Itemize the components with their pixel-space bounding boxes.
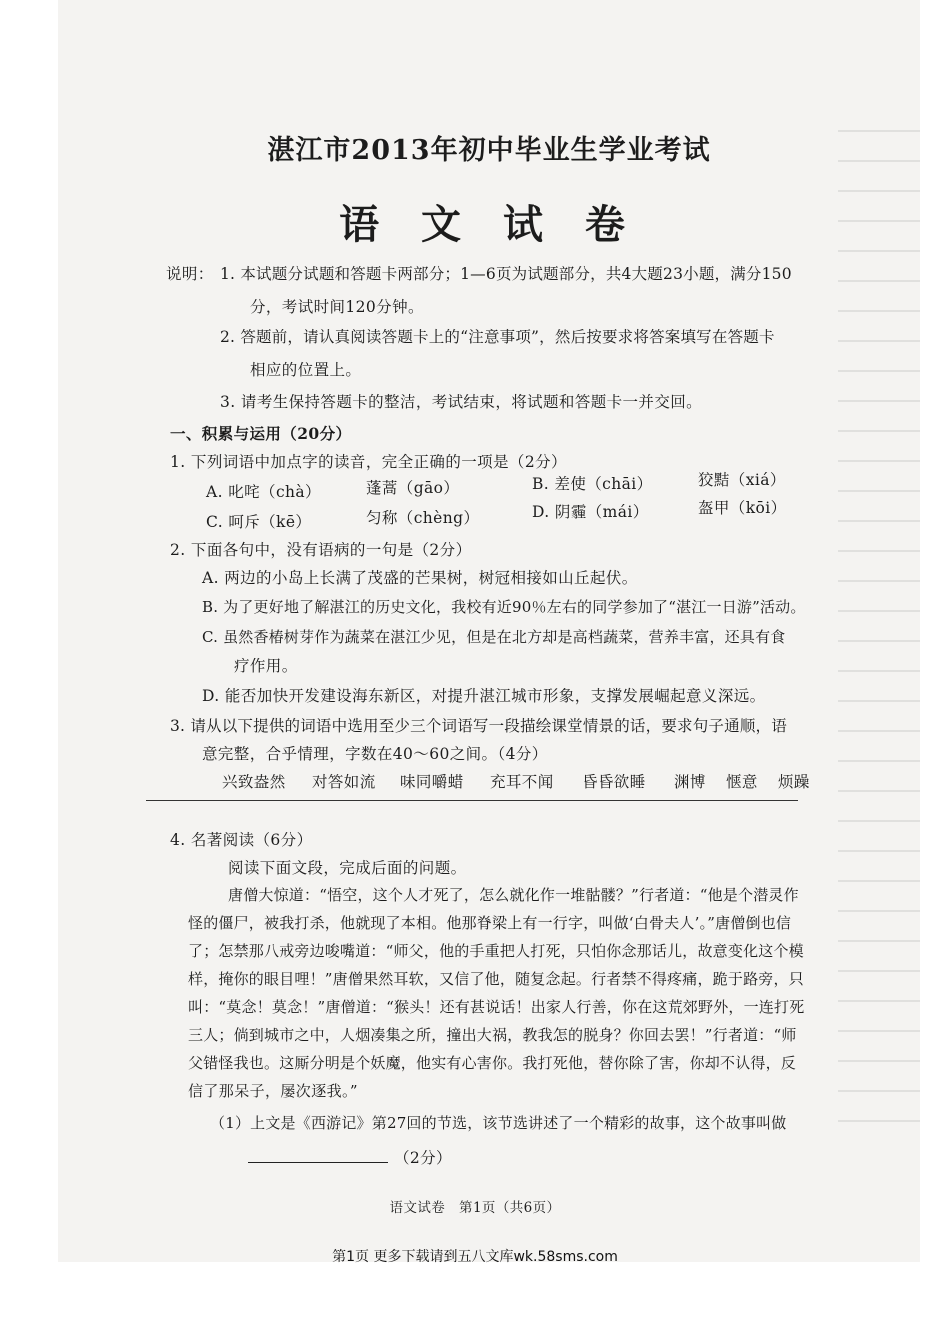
- q4-intro: 阅读下面文段，完成后面的问题。: [228, 859, 467, 877]
- q2-option-b: B. 为了更好地了解湛江的历史文化，我校有近90％左右的同学参加了“湛江一日游”活动。: [202, 598, 806, 616]
- q4-passage-line-8: 信了那呆子，屡次逐我。”: [188, 1082, 358, 1100]
- q1-option-a-2: 蓬蒿（gāo）: [366, 479, 460, 497]
- q2-stem: 2. 下面各句中，没有语病的一句是（2分）: [170, 541, 472, 559]
- q3-word-5: 昏昏欲睡: [582, 773, 646, 791]
- q3-word-8: 烦躁: [778, 773, 810, 791]
- q3-word-6: 渊博: [674, 773, 706, 791]
- q1-option-a-1: A. 叱咤（chà）: [206, 483, 321, 501]
- section-1-heading: 一、积累与运用（20分）: [170, 424, 352, 443]
- page-number-footer: 语文试卷 第1页（共6页）: [389, 1200, 561, 1216]
- q3-word-3: 味同嚼蜡: [400, 773, 464, 791]
- q3-word-2: 对答如流: [312, 773, 376, 791]
- q3-word-1: 兴致盎然: [222, 773, 286, 791]
- note-2-line-1: 2. 答题前，请认真阅读答题卡上的“注意事项”，然后按要求将答案填写在答题卡: [220, 328, 775, 346]
- q3-word-7: 惬意: [726, 773, 758, 791]
- q1-option-d-2: 盔甲（kōi）: [698, 499, 787, 517]
- q1-option-c-1: C. 呵斥（kē）: [206, 513, 312, 531]
- q4-passage-line-7: 父错怪我也。这厮分明是个妖魔，他实有心害你。我打死他，替你除了害，你却不认得，反: [188, 1054, 797, 1072]
- q1-option-b-2: 狡黠（xiá）: [698, 471, 786, 489]
- q4-passage-line-6: 三人；倘到城市之中，人烟凑集之所，撞出大祸，教我怎的脱身？你回去罢！”行者道：“师: [188, 1026, 797, 1044]
- note-1-line-2: 分，考试时间120分钟。: [250, 298, 424, 316]
- exam-subtitle: 语 文 试 卷: [339, 201, 639, 248]
- q3-word-4: 充耳不闻: [490, 773, 554, 791]
- q4-passage-line-3: 了；怎禁那八戒旁边唆嘴道：“师父，他的手重把人打死，只怕你念那话儿，故意变化这个模: [188, 942, 804, 960]
- q1-option-d-1: D. 阴霾（mái）: [532, 503, 649, 521]
- answer-line: [146, 800, 798, 801]
- q4-passage-line-1: 唐僧大惊道：“悟空，这个人才死了，怎么就化作一堆骷髅？”行者道：“他是个潜灵作: [228, 886, 799, 904]
- bleed-through-shadow: [838, 130, 920, 1130]
- q2-option-c-line-1: C. 虽然香椿树芽作为蔬菜在湛江少见，但是在北方却是高档蔬菜，营养丰富，还具有食: [202, 628, 786, 646]
- answer-blank[interactable]: [248, 1162, 388, 1163]
- q1-option-b-1: B. 差使（chāi）: [532, 475, 653, 493]
- notes-label: 说明：: [166, 265, 214, 283]
- q4-stem: 4. 名著阅读（6分）: [170, 831, 313, 849]
- note-1-line-1: 1. 本试题分试题和答题卡两部分；1—6页为试题部分，共4大题23小题，满分150: [220, 265, 792, 283]
- site-footer: 第1页 更多下载请到五八文库wk.58sms.com: [332, 1249, 618, 1265]
- q1-option-c-2: 匀称（chèng）: [366, 509, 480, 527]
- q4-subquestion-1: （1）上文是《西游记》第27回的节选，该节选讲述了一个精彩的故事，这个故事叫做: [210, 1114, 787, 1132]
- q3-stem-line-2: 意完整，合乎情理，字数在40～60之间。（4分）: [202, 745, 548, 763]
- exam-title: 湛江市2013年初中毕业生学业考试: [267, 135, 711, 166]
- q2-option-c-line-2: 疗作用。: [234, 657, 298, 675]
- note-3: 3. 请考生保持答题卡的整洁，考试结束，将试题和答题卡一并交回。: [220, 393, 703, 411]
- note-2-line-2: 相应的位置上。: [250, 361, 362, 379]
- q1-stem: 1. 下列词语中加点字的读音，完全正确的一项是（2分）: [170, 453, 567, 471]
- q3-stem-line-1: 3. 请从以下提供的词语中选用至少三个词语写一段描绘课堂情景的话，要求句子通顺，语: [170, 717, 787, 735]
- q2-option-a: A. 两边的小岛上长满了茂盛的芒果树，树冠相接如山丘起伏。: [202, 569, 638, 587]
- q4-subquestion-1-answer: [248, 1146, 452, 1168]
- q2-option-d: D. 能否加快开发建设海东新区，对提升湛江城市形象，支撑发展崛起意义深远。: [202, 687, 766, 705]
- q4-passage-line-4: 样，掩你的眼目哩！”唐僧果然耳软，又信了他，随复念起。行者禁不得疼痛，跪于路旁，只: [188, 970, 804, 988]
- q4-sub1-score: （2分）: [394, 1149, 452, 1167]
- q4-passage-line-2: 怪的僵尸，被我打杀，他就现了本相。他那脊梁上有一行字，叫做‘白骨夫人’。”唐僧倒也信: [188, 914, 792, 932]
- q4-passage-line-5: 叫：“莫念！莫念！”唐僧道：“猴头！还有甚说话！出家人行善，你在这荒郊野外，一连打死: [188, 998, 805, 1016]
